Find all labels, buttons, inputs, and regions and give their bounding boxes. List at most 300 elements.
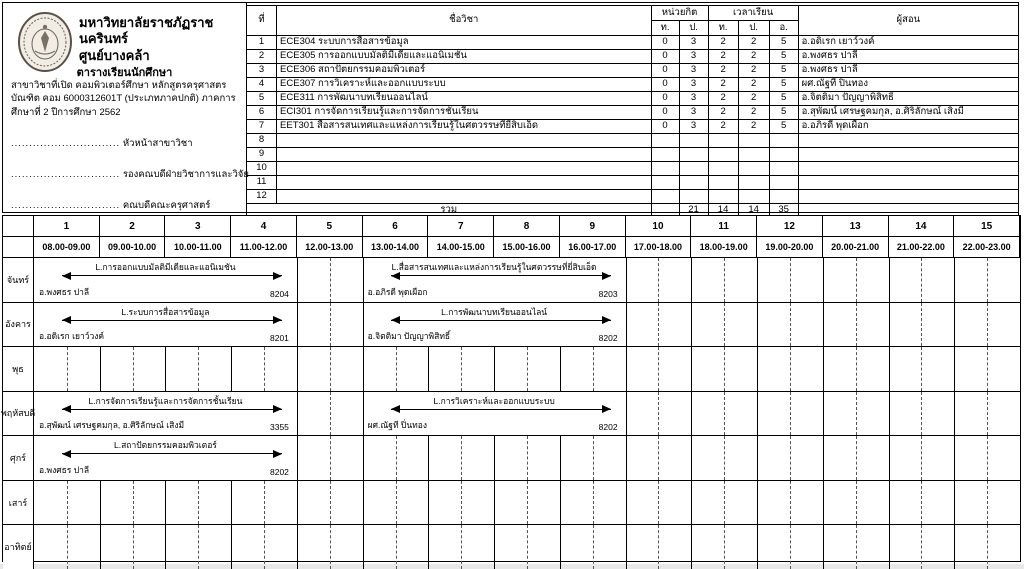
credit-theory: 0 (651, 64, 679, 78)
col-subheader: ท. (708, 21, 738, 36)
class-instructor: อ.จิตติมา ปัญญาพิสิทธิ์ (367, 331, 451, 342)
hours-practice (738, 190, 769, 204)
hours-practice (738, 148, 769, 162)
signature-line-vice-dean: .............................. รองคณบดีฝ่ายวิชาการและวิจัย (11, 169, 249, 180)
credit-practice: 3 (679, 36, 708, 50)
half-hour-line (527, 481, 528, 525)
column-boundary-line (297, 481, 298, 525)
class-duration-arrow (62, 320, 282, 321)
hours-theory: 2 (708, 106, 738, 120)
column-boundary-line (165, 347, 166, 391)
day-row-พฤหัสบดี (0, 392, 1020, 437)
course-name: ECE304 ระบบการสื่อสารข้อมูล (277, 36, 651, 50)
column-boundary-line (165, 481, 166, 525)
column-boundary-line (691, 392, 692, 436)
course-row (247, 106, 1019, 120)
hours-theory (708, 162, 738, 176)
hours-practice: 2 (738, 50, 769, 64)
col-header-instructor: ผู้สอน (798, 6, 1018, 36)
hours-self-study (769, 190, 798, 204)
column-boundary-line (560, 481, 561, 525)
course-no: 8 (247, 134, 277, 148)
course-no: 5 (247, 92, 277, 106)
course-name: ECE306 สถาปัตยกรรมคอมพิวเตอร์ (277, 64, 651, 78)
course-name: ECE307 การวิเคราะห์และออกแบบระบบ (277, 78, 651, 92)
course-table (246, 5, 1019, 218)
class-instructor: อ.พงศธร ปาลี (39, 464, 90, 475)
half-hour-line (856, 347, 857, 391)
course-instructor (798, 134, 1018, 148)
column-boundary-line (428, 436, 429, 480)
half-hour-line (330, 525, 331, 569)
half-hour-line (67, 347, 68, 391)
credit-theory: 0 (651, 92, 679, 106)
course-name: ECE305 การออกแบบมัลติมีเดียและแอนิเมชัน (277, 50, 651, 64)
period-time-cell: 11.00-12.00 (231, 237, 297, 257)
half-hour-line (921, 525, 922, 569)
class-entry (35, 392, 296, 436)
period-time-cell: 20.00-21.00 (823, 237, 889, 257)
hours-practice (738, 134, 769, 148)
course-instructor (798, 190, 1018, 204)
class-room: 3355 (270, 422, 289, 433)
day-row-เสาร์ (3, 481, 1020, 526)
course-no: 12 (247, 190, 277, 204)
period-number-cell: 12 (757, 216, 823, 236)
period-time-cell: 18.00-19.00 (691, 237, 757, 257)
col-header-hours: เวลาเรียน (708, 6, 798, 21)
course-no: 4 (247, 78, 277, 92)
half-hour-line (658, 525, 659, 569)
half-hour-line (921, 392, 922, 436)
column-boundary-line (823, 303, 824, 347)
class-instructor: ผศ.ณัฐที ปิ่นทอง (367, 420, 427, 431)
class-duration-arrow (62, 275, 282, 276)
half-hour-line (790, 392, 791, 436)
course-instructor: ผศ.ณัฐที ปิ่นทอง (798, 78, 1018, 92)
hours-self-study (769, 162, 798, 176)
half-hour-line (724, 347, 725, 391)
column-boundary-line (560, 525, 561, 569)
column-boundary-line (297, 258, 298, 302)
hours-self-study (769, 148, 798, 162)
day-label: ศุกร์ (3, 436, 34, 480)
hours-practice: 2 (738, 64, 769, 78)
course-table-panel (247, 3, 1018, 216)
hours-practice: 2 (738, 92, 769, 106)
course-instructor (798, 148, 1018, 162)
column-boundary-line (889, 303, 890, 347)
column-boundary-line (100, 481, 101, 525)
program-info-line1: สาขาวิชาที่เปิด คอมพิวเตอร์ศึกษา หลักสูตรครุศาสตรบัณฑิต (11, 80, 227, 105)
half-hour-line (987, 436, 988, 480)
class-room: 8202 (598, 422, 618, 433)
column-boundary-line (165, 525, 166, 569)
course-row (247, 162, 1019, 176)
half-hour-line (396, 436, 397, 480)
column-boundary-line (494, 347, 495, 391)
half-hour-line (593, 436, 594, 480)
half-hour-line (790, 303, 791, 347)
half-hour-line (67, 525, 68, 569)
course-instructor: อ.พงศธร ปาลี (798, 64, 1018, 78)
period-number-cell: 2 (100, 216, 166, 236)
period-time-cell: 21.00-22.00 (889, 237, 955, 257)
column-boundary-line (231, 525, 232, 569)
column-boundary-line (889, 347, 890, 391)
signature-line-head-of-program: .............................. หัวหน้าสาขาวิชา (11, 138, 193, 149)
class-room: 8202 (270, 466, 289, 477)
period-time-cell: 22.00-23.00 (954, 237, 1020, 257)
credit-practice (679, 190, 708, 204)
column-boundary-line (823, 436, 824, 480)
half-hour-line (724, 258, 725, 302)
half-hour-line (330, 347, 331, 391)
program-info (11, 79, 239, 119)
half-hour-line (987, 392, 988, 436)
hours-theory: 2 (708, 50, 738, 64)
half-hour-line (330, 303, 331, 347)
credit-theory: 0 (651, 78, 679, 92)
course-row (247, 134, 1019, 148)
hours-self-study: 5 (769, 78, 798, 92)
class-subject: L.การพัฒนาบทเรียนออนไลน์ (441, 306, 548, 317)
column-boundary-line (363, 525, 364, 569)
half-hour-line (396, 481, 397, 525)
class-subject: L.การจัดการเรียนรู้และการจัดการชั้นเรียน (88, 395, 243, 406)
column-boundary-line (757, 347, 758, 391)
document-title: ตารางเรียนนักศึกษา (76, 67, 173, 79)
period-time-header-row (3, 237, 1020, 258)
column-boundary-line (100, 347, 101, 391)
period-time-cell: 13.00-14.00 (363, 237, 429, 257)
day-label: พุธ (3, 347, 34, 391)
column-boundary-line (889, 525, 890, 569)
half-hour-line (264, 347, 265, 391)
column-boundary-line (823, 525, 824, 569)
half-hour-line (724, 525, 725, 569)
class-room: 8204 (270, 288, 289, 299)
course-no: 2 (247, 50, 277, 64)
half-hour-line (856, 525, 857, 569)
credit-practice (679, 134, 708, 148)
course-row (247, 120, 1019, 134)
hours-self-study: 5 (769, 92, 798, 106)
half-hour-line (658, 392, 659, 436)
total-hours-self-study: 35 (769, 204, 798, 218)
course-name (277, 162, 651, 176)
class-instructor: อ.อภิรดี พุดเผือก (367, 286, 428, 297)
hours-theory (708, 148, 738, 162)
column-boundary-line (626, 303, 627, 347)
column-boundary-line (757, 303, 758, 347)
course-instructor: อ.จิตติมา ปัญญาพิสิทธิ์ (798, 92, 1018, 106)
hours-self-study: 5 (769, 50, 798, 64)
course-name (277, 190, 651, 204)
period-number-cell: 8 (494, 216, 560, 236)
hours-self-study (769, 134, 798, 148)
half-hour-line (921, 258, 922, 302)
half-hour-line (198, 481, 199, 525)
course-instructor: อ.พงศธร ปาลี (798, 50, 1018, 64)
course-row (247, 148, 1019, 162)
course-instructor: อ.อภิรดี พุดเผือก (798, 120, 1018, 134)
course-row (247, 64, 1019, 78)
half-hour-line (658, 436, 659, 480)
half-hour-line (987, 525, 988, 569)
class-duration-arrow (62, 409, 282, 410)
hours-self-study: 5 (769, 64, 798, 78)
period-time-cell: 10.00-11.00 (165, 237, 231, 257)
course-name (277, 176, 651, 190)
period-number-cell: 3 (165, 216, 231, 236)
half-hour-line (593, 481, 594, 525)
course-row (247, 36, 1019, 50)
half-hour-line (856, 436, 857, 480)
class-subject: L.การวิเคราะห์และออกแบบระบบ (433, 395, 555, 406)
column-boundary-line (889, 258, 890, 302)
period-number-cell: 11 (691, 216, 757, 236)
half-hour-line (527, 525, 528, 569)
half-hour-line (264, 481, 265, 525)
credit-theory (651, 134, 679, 148)
half-hour-line (921, 436, 922, 480)
column-boundary-line (428, 525, 429, 569)
half-hour-line (461, 436, 462, 480)
half-hour-line (330, 436, 331, 480)
course-name: ECE311 การพัฒนาบทเรียนออนไลน์ (277, 92, 651, 106)
half-hour-line (133, 525, 134, 569)
university-name-line: มหาวิทยาลัยราชภัฏราชนครินทร์ (79, 15, 214, 47)
column-boundary-line (954, 525, 955, 569)
class-entry (364, 303, 625, 347)
column-boundary-line (626, 392, 627, 436)
signature-label: หัวหน้าสาขาวิชา (122, 138, 193, 149)
credit-theory: 0 (651, 50, 679, 64)
half-hour-line (856, 303, 857, 347)
col-subheader: ป. (679, 21, 708, 36)
day-row-พุธ (3, 347, 1020, 392)
timetable-body (0, 258, 1020, 569)
half-hour-line (461, 525, 462, 569)
column-boundary-line (626, 347, 627, 391)
half-hour-line (67, 481, 68, 525)
half-hour-line (856, 258, 857, 302)
course-no: 3 (247, 64, 277, 78)
period-time-cell: 14.00-15.00 (428, 237, 494, 257)
period-time-cell: 08.00-09.00 (34, 237, 100, 257)
course-instructor (798, 176, 1018, 190)
course-no: 9 (247, 148, 277, 162)
class-entry (35, 436, 296, 480)
info-panel (3, 3, 247, 212)
credit-practice (679, 148, 708, 162)
credit-theory (651, 148, 679, 162)
period-number-cell: 15 (954, 216, 1020, 236)
half-hour-line (724, 392, 725, 436)
column-boundary-line (626, 481, 627, 525)
column-boundary-line (494, 436, 495, 480)
hours-self-study: 5 (769, 106, 798, 120)
credit-practice: 3 (679, 92, 708, 106)
half-hour-line (856, 392, 857, 436)
class-duration-arrow (62, 453, 282, 454)
credit-practice: 3 (679, 120, 708, 134)
half-hour-line (724, 481, 725, 525)
column-boundary-line (954, 481, 955, 525)
half-hour-line (790, 525, 791, 569)
half-hour-line (658, 303, 659, 347)
course-no: 11 (247, 176, 277, 190)
column-boundary-line (560, 436, 561, 480)
period-number-cell: 1 (34, 216, 100, 236)
column-boundary-line (757, 525, 758, 569)
course-row (247, 92, 1019, 106)
top-section (2, 2, 1019, 216)
class-room: 8201 (270, 333, 289, 344)
half-hour-line (461, 347, 462, 391)
course-name: EET301 สื่อสารสนเทศและแหล่งการเรียนรู้ในศตวรรษที่ยี่สิบเอ็ด (277, 120, 651, 134)
total-label: รวม (247, 204, 652, 218)
campus-name: ศูนย์บางคล้า (79, 47, 150, 63)
course-name (277, 134, 651, 148)
class-entry (35, 303, 296, 347)
total-hours-practice: 14 (738, 204, 769, 218)
column-boundary-line (757, 481, 758, 525)
class-subject: L.ระบบการสื่อสารข้อมูล (121, 306, 210, 317)
credit-theory: 0 (651, 36, 679, 50)
course-row (247, 78, 1019, 92)
half-hour-line (856, 481, 857, 525)
course-name: ECI301 การจัดการเรียนรู้และการจัดการชั้นเรียน (277, 106, 651, 120)
hours-practice: 2 (738, 36, 769, 50)
column-boundary-line (691, 258, 692, 302)
hours-theory: 2 (708, 92, 738, 106)
course-row (247, 50, 1019, 64)
column-boundary-line (363, 436, 364, 480)
signature-line-dean: .............................. คณบดีคณะครุศาสตร์ (11, 200, 211, 211)
period-number-cell: 13 (823, 216, 889, 236)
column-boundary-line (560, 347, 561, 391)
class-entry (35, 258, 296, 302)
course-no: 10 (247, 162, 277, 176)
class-subject: L.สถาปัตยกรรมคอมพิวเตอร์ (114, 440, 217, 451)
column-boundary-line (954, 436, 955, 480)
column-boundary-line (954, 347, 955, 391)
program-info-line2: คอม 6000312601T (ประเภทภาคปกติ) ภาคการศึกษาที่ 2 ปีการศึกษา 2562 (11, 93, 236, 118)
half-hour-line (198, 525, 199, 569)
column-boundary-line (626, 258, 627, 302)
half-hour-line (330, 481, 331, 525)
half-hour-line (396, 525, 397, 569)
day-label: จันทร์ (3, 258, 34, 302)
col-header-course: ชื่อวิชา (277, 6, 651, 36)
column-boundary-line (297, 436, 298, 480)
hours-theory: 2 (708, 36, 738, 50)
period-time-cell: 09.00-10.00 (100, 237, 166, 257)
credit-practice: 3 (679, 50, 708, 64)
column-boundary-line (494, 481, 495, 525)
column-boundary-line (363, 481, 364, 525)
credit-practice: 3 (679, 64, 708, 78)
course-no: 7 (247, 120, 277, 134)
course-name (277, 148, 651, 162)
hours-theory: 2 (708, 64, 738, 78)
half-hour-line (133, 347, 134, 391)
credit-theory: 0 (651, 120, 679, 134)
period-time-cell: 17.00-18.00 (626, 237, 692, 257)
column-boundary-line (297, 347, 298, 391)
column-boundary-line (626, 525, 627, 569)
course-instructor: อ.อดิเรก เยาว์วงค์ (798, 36, 1018, 50)
signature-label: รองคณบดีฝ่ายวิชาการและวิจัย (122, 169, 249, 180)
half-hour-line (921, 303, 922, 347)
class-instructor: อ.พงศธร ปาลี (39, 286, 90, 297)
hours-theory: 2 (708, 78, 738, 92)
hours-practice (738, 176, 769, 190)
day-row-จันทร์ (3, 258, 1020, 303)
credit-theory: 0 (651, 106, 679, 120)
column-boundary-line (757, 392, 758, 436)
half-hour-line (790, 258, 791, 302)
hours-theory (708, 176, 738, 190)
column-boundary-line (823, 392, 824, 436)
class-room: 8202 (598, 333, 618, 344)
period-time-cell: 19.00-20.00 (757, 237, 823, 257)
column-boundary-line (954, 258, 955, 302)
column-boundary-line (100, 525, 101, 569)
column-boundary-line (626, 436, 627, 480)
half-hour-line (461, 481, 462, 525)
column-boundary-line (954, 303, 955, 347)
column-boundary-line (428, 347, 429, 391)
university-name (79, 15, 246, 64)
column-boundary-line (757, 258, 758, 302)
col-header-no: ที่ (247, 6, 277, 36)
col-subheader: ท. (651, 21, 679, 36)
class-entry (364, 392, 625, 436)
hours-self-study: 5 (769, 120, 798, 134)
column-boundary-line (823, 481, 824, 525)
day-column-header (3, 216, 34, 236)
column-boundary-line (691, 481, 692, 525)
day-row-ศุกร์ (3, 436, 1020, 481)
column-boundary-line (428, 481, 429, 525)
col-subheader: ป. (738, 21, 769, 36)
day-column-header (3, 237, 34, 257)
period-number-cell: 9 (560, 216, 626, 236)
column-boundary-line (691, 525, 692, 569)
course-row (247, 176, 1019, 190)
course-instructor: อ.สุพัฒน์ เศรษฐคมกุล, อ.ศิริลักษณ์ เสิงมี (798, 106, 1018, 120)
credit-practice: 3 (679, 106, 708, 120)
half-hour-line (330, 392, 331, 436)
half-hour-line (133, 481, 134, 525)
half-hour-line (987, 481, 988, 525)
signature-label: คณบดีคณะครุศาสตร์ (122, 200, 211, 211)
column-boundary-line (757, 436, 758, 480)
class-room: 8203 (598, 288, 618, 299)
credit-practice (679, 162, 708, 176)
column-boundary-line (231, 481, 232, 525)
credit-practice: 3 (679, 78, 708, 92)
half-hour-line (396, 347, 397, 391)
col-header-credits: หน่วยกิต (651, 6, 708, 21)
column-boundary-line (889, 436, 890, 480)
credit-practice (679, 176, 708, 190)
col-subheader: อ. (769, 21, 798, 36)
hours-practice (738, 162, 769, 176)
